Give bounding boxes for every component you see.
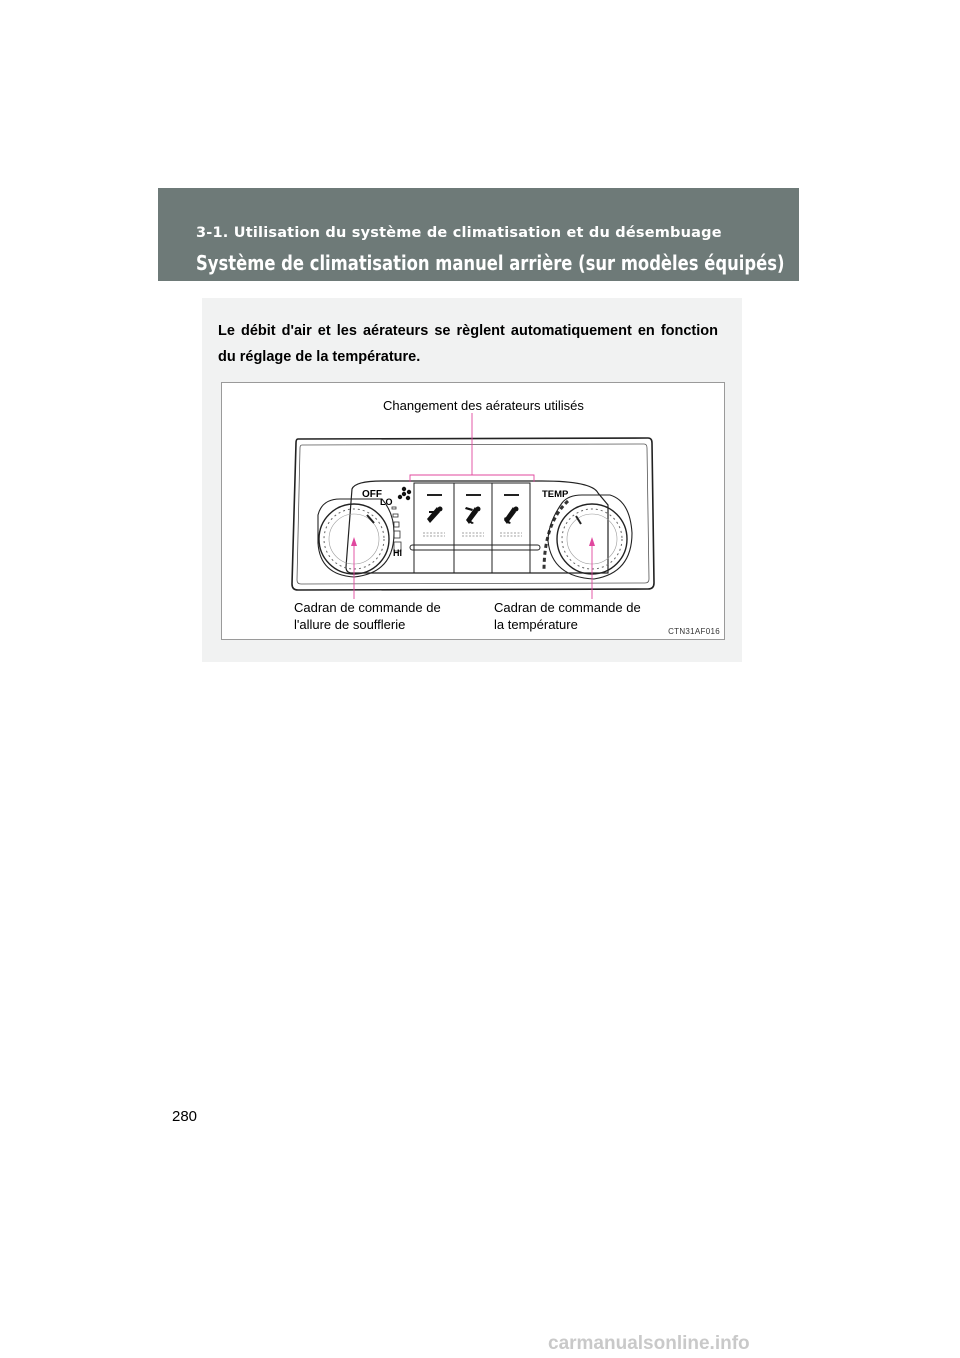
info-box	[202, 298, 742, 662]
section-title: 3-1. Utilisation du système de climatisation et du désembuage	[196, 225, 722, 241]
vent-mode-icon-feet	[504, 507, 519, 525]
page-number: 280	[172, 1108, 198, 1125]
vent-buttons	[414, 483, 530, 573]
callout-temp-dial-line2: la température	[494, 617, 578, 632]
vent-mode-icon-face	[427, 507, 443, 524]
intro-text: Le débit d'air et les aérateurs se règlent automatiquement en fonction du réglage de la température.	[218, 323, 718, 365]
vent-mode-icon-bilevel	[465, 507, 481, 525]
fan-icon	[398, 487, 411, 500]
callout-fan-dial-line1: Cadran de commande de	[294, 600, 441, 615]
hi-label: HI	[393, 548, 402, 558]
fan-speed-dial	[318, 499, 394, 577]
page-heading: Système de climatisation manuel arrière (sur modèles équipés)	[196, 251, 785, 275]
callout-fan-dial-line2: l'allure de soufflerie	[294, 617, 406, 632]
off-label: OFF	[362, 489, 382, 500]
control-panel-figure	[221, 382, 725, 640]
temp-label: TEMP	[542, 489, 569, 500]
indicator-dots	[423, 533, 522, 536]
watermark: carmanualsonline.info	[548, 1333, 750, 1354]
lo-label: LO	[380, 497, 393, 507]
callout-vents: Changement des aérateurs utilisés	[383, 398, 584, 413]
figure-code: CTN31AF016	[668, 627, 720, 636]
callout-temp-dial-line1: Cadran de commande de	[494, 600, 641, 615]
section-header	[158, 188, 799, 281]
